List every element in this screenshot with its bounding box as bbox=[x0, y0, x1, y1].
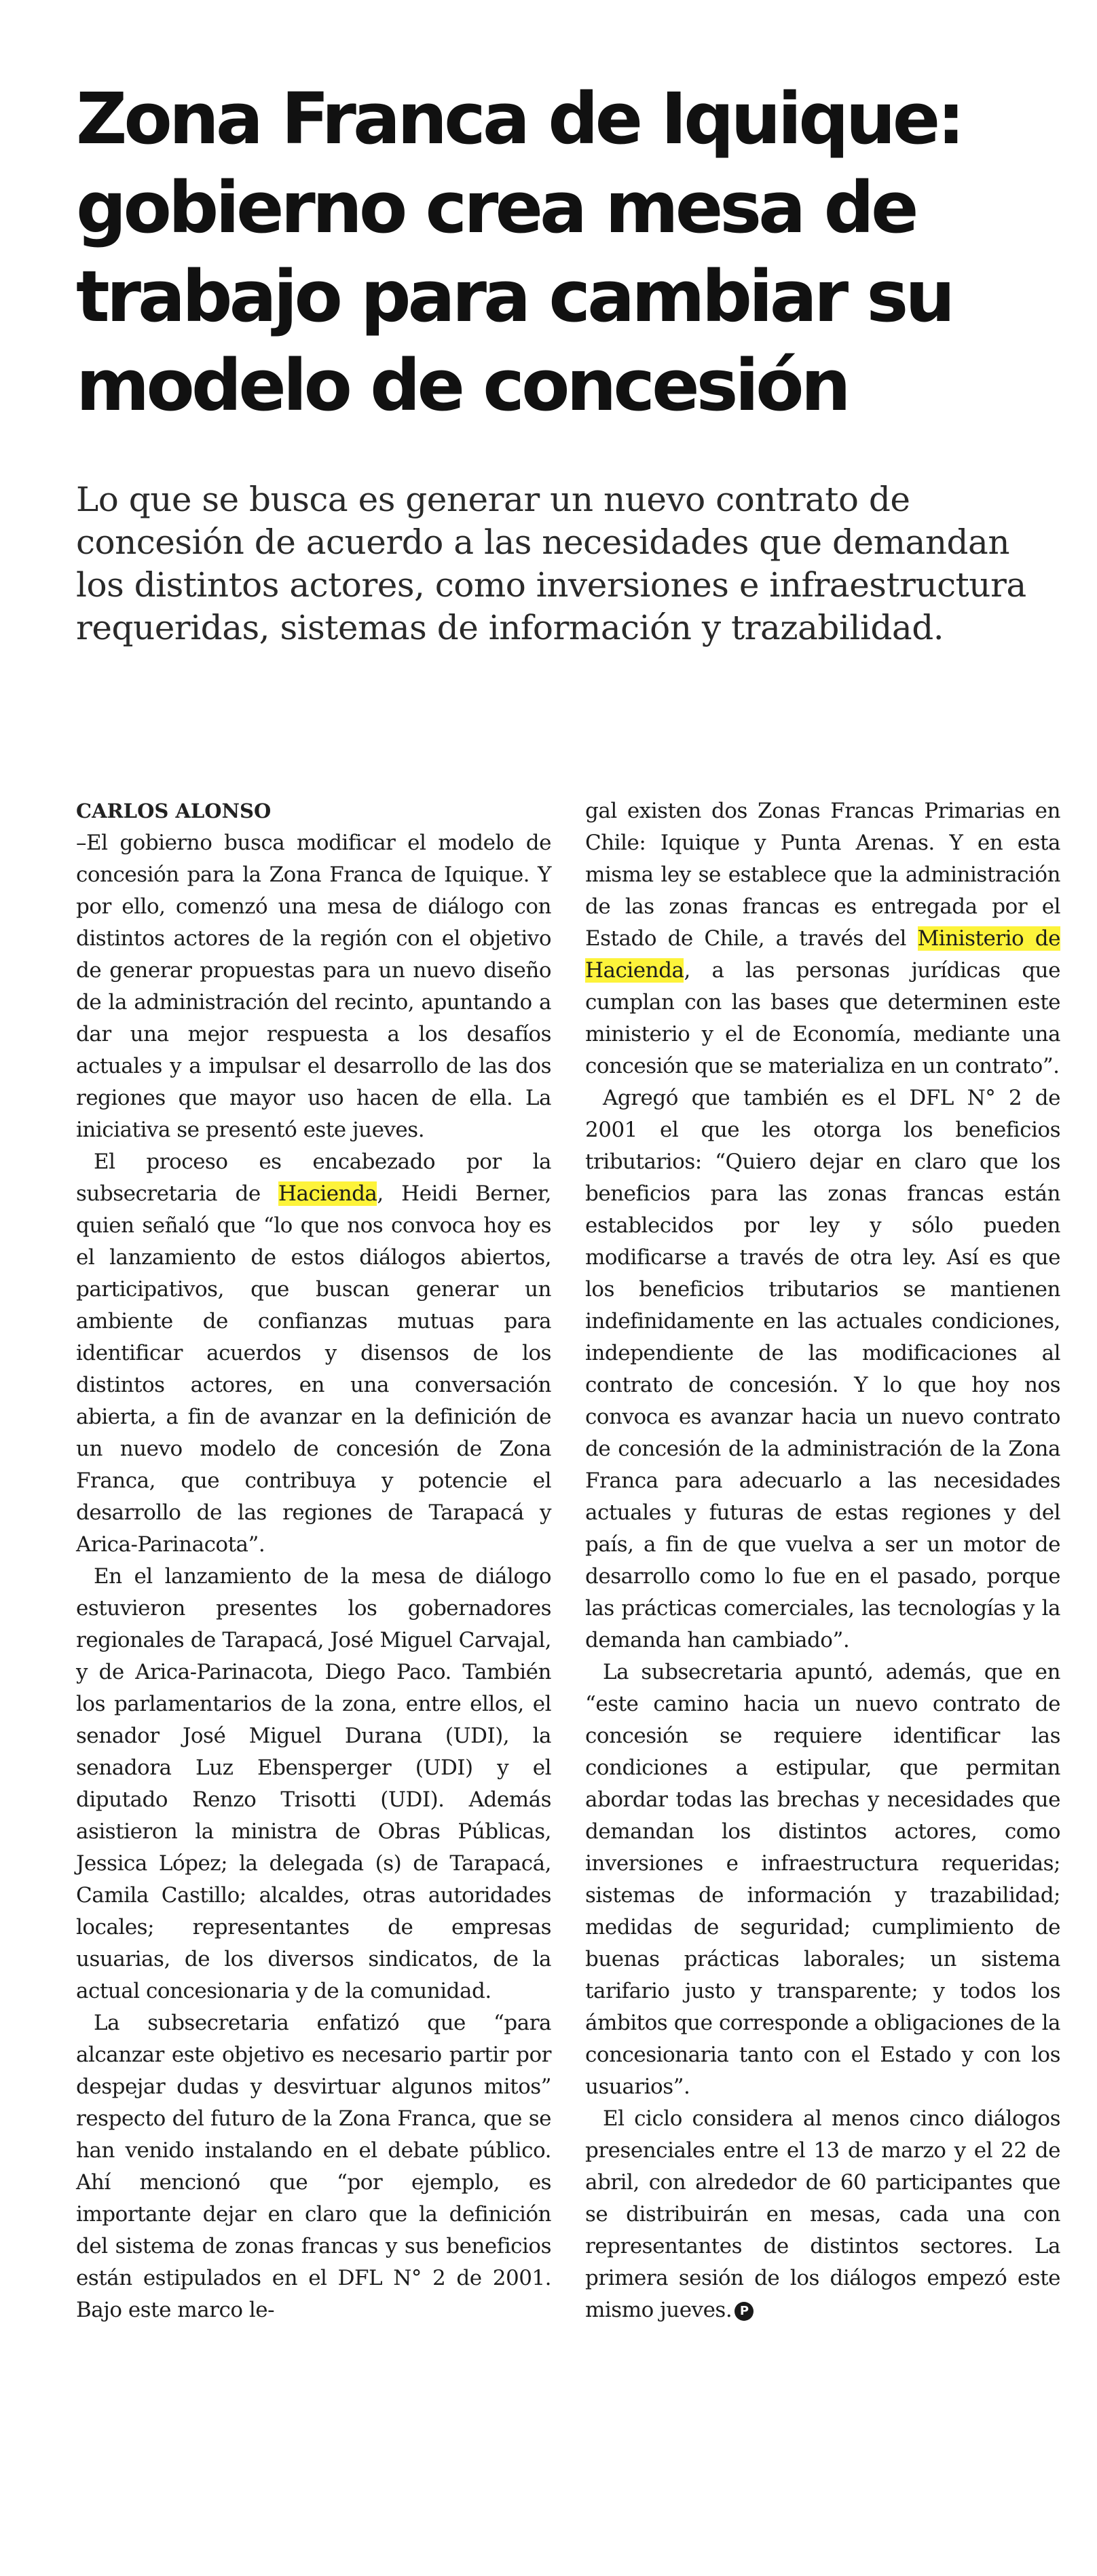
article-column-left bbox=[76, 795, 551, 2326]
body-paragraph bbox=[76, 1146, 551, 1561]
body-text: , Heidi Berner, quien señaló que “lo que nos convoca hoy es el lanzamiento de estos diálogos abiertos, participativos, que buscan generar un ambiente de confianzas mutuas para identificar acuerdos y disensos de los distintos actores, en una conversación abierta, a fin de avanzar en la definición de un nuevo modelo de concesión de Zona Franca, que contribuya y potencie el desarrollo de las regiones de Tarapacá y Arica-Parinacota”. bbox=[76, 1181, 551, 1557]
body-text: gal existen dos Zonas Francas Primarias en Chile: Iquique y Punta Arenas. Y en esta misma ley se establece que la administración de las zonas francas es entregada por el Estado de Chile, a través del bbox=[585, 799, 1060, 951]
body-text: , a las personas jurídicas que cumplan con las bases que determinen este ministerio y el de Economía, mediante una concesión que se materializa en un contrato”. bbox=[585, 958, 1060, 1078]
body-text: La subsecretaria enfatizó que “para alcanzar este objetivo es necesario partir por despejar dudas y desvirtuar algunos mitos” respecto del futuro de la Zona Franca, que se han venido instalando en el debate público. Ahí mencionó que “por ejemplo, es importante dejar en claro que la definición del sistema de zonas francas y sus beneficios están estipulados en el DFL N° 2 de 2001. Bajo este marco le- bbox=[76, 2011, 551, 2322]
body-paragraph bbox=[76, 827, 551, 1146]
body-text: En el lanzamiento de la mesa de diálogo estuvieron presentes los gobernadores regionales de Tarapacá, José Miguel Carvajal, y de Arica-Parinacota, Diego Paco. También los parlamentarios de la zona, entre ellos, el senador José Miguel Durana (UDI), la senadora Luz Ebensperger (UDI) y el diputado Renzo Trisotti (UDI). Además asistieron la ministra de Obras Públicas, Jessica López; la delegada (s) de Tarapacá, Camila Castillo; alcaldes, otras autoridades locales; representantes de empresas usuarias, de los diversos sindicatos, de la actual concesionaria y de la comunidad. bbox=[76, 1564, 551, 2003]
body-paragraph bbox=[76, 2007, 551, 2326]
body-text: El proceso es encabezado por la subsecretaria de bbox=[76, 1150, 551, 1206]
article-subheadline: Lo que se busca es generar un nuevo contrato de concesión de acuerdo a las necesidades que demandan los distintos actores, como inversiones e infraestructura requeridas, sistemas de información y trazabilidad. bbox=[76, 480, 1026, 647]
body-paragraph bbox=[585, 795, 1060, 1082]
article-byline: CARLOS ALONSO bbox=[76, 799, 272, 822]
body-text: La subsecretaria apuntó, además, que en “este camino hacia un nuevo contrato de concesión se requiere identificar las condiciones a estipular, que permitan abordar todas las brechas y necesidades que demandan los distintos actores, como inversiones e infraestructura requeridas; sistemas de información y trazabilidad; medidas de seguridad; cumplimiento de buenas prácticas laborales; un sistema tarifario justo y transparente; y todos los ámbitos que corresponde a obligaciones de la concesionaria tanto con el Estado y con los usuarios”. bbox=[585, 1660, 1060, 2099]
body-text: Agregó que también es el DFL N° 2 de 2001 el que les otorga los beneficios tributarios: “Quiero dejar en claro que los beneficios para las zonas francas están establecidos por ley y sólo pueden modificarse a través de otra ley. Así es que los beneficios tributarios se mantienen indefinidamente en las actuales condiciones, independiente de las modificaciones al contrato de concesión. Y lo que hoy nos convoca es avanzar hacia un nuevo contrato de concesión de la administración de la Zona Franca para adecuarlo a las necesidades actuales y futuras de estas regiones y del país, a fin de que vuelva a ser un motor de desarrollo como lo fue en el pasado, porque las prácticas comerciales, las tecnologías y la demanda han cambiado”. bbox=[585, 1086, 1060, 1652]
highlighted-text: Ministerio de Hacienda bbox=[585, 926, 1060, 983]
body-text: El ciclo considera al menos cinco diálogos presenciales entre el 13 de marzo y el 22 de abril, con alrededor de 60 participantes que se distribuirán en mesas, cada una con representantes de distintos sectores. La primera sesión de los diálogos empezó este mismo jueves. bbox=[585, 2106, 1060, 2322]
body-text: –El gobierno busca modificar el modelo de concesión para la Zona Franca de Iquique. Y por ello, comenzó una mesa de diálogo con distintos actores de la región con el objetivo de generar propuestas para un nuevo diseño de la administración del recinto, apuntando a dar una mejor respuesta a los desafíos actuales y a impulsar el desarrollo de las dos regiones que mayor uso hacen de ella. La iniciativa se presentó este jueves. bbox=[76, 831, 551, 1142]
body-paragraph bbox=[585, 1656, 1060, 2103]
article-end-icon: P bbox=[735, 2302, 754, 2321]
body-paragraph bbox=[76, 1561, 551, 2007]
highlighted-text: Hacienda bbox=[278, 1181, 377, 1206]
body-paragraph bbox=[585, 1082, 1060, 1656]
article-column-right bbox=[585, 795, 1060, 2326]
body-paragraph bbox=[585, 2103, 1060, 2326]
article-headline: Zona Franca de Iquique: gobierno crea mesa de trabajo para cambiar su modelo de concesión bbox=[76, 77, 962, 427]
